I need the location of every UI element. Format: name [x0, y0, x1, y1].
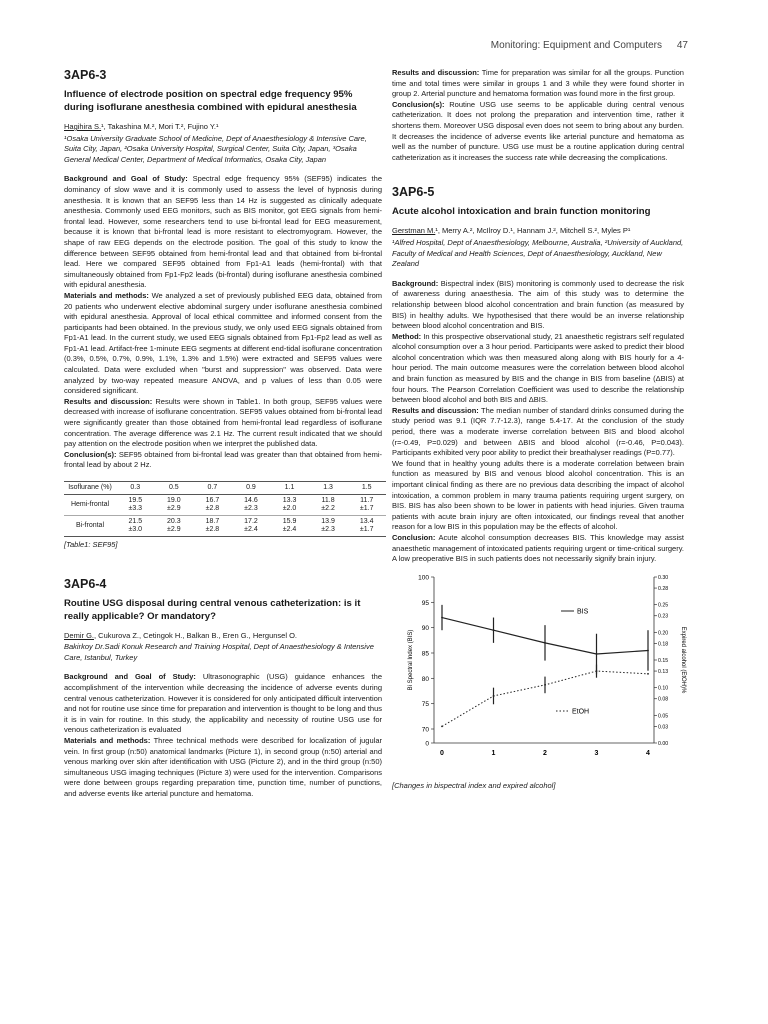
- abstract-title: Influence of electrode position on spectral edge frequency 95% during isoflurane anesthesia combined with epidural anesthesia: [64, 89, 357, 113]
- table-caption: [Table1: SEF95]: [64, 540, 118, 549]
- data-point: [544, 642, 546, 644]
- abstract-id: 3AP6-4: [64, 576, 107, 591]
- results-paragraph: Results and discussion: Time for preparation was similar for all the groups. Punction time and total times were similar in groups 1 and 3 while they were found shorter in group 2. Arterial puncture and hematoma formation was found more in the first group.: [392, 68, 684, 99]
- authors: [64, 122, 382, 133]
- y2-tick-label: 0.28: [658, 585, 669, 592]
- abstract-id: 3AP6-3: [64, 68, 107, 82]
- y2-tick-label: 0.10: [658, 685, 669, 692]
- table-cell: 19.5 ±3.3: [128, 497, 143, 512]
- table-cell: 17.2 ±2.4: [244, 518, 258, 533]
- abstract-title: Acute alcohol intoxication and brain function monitoring: [392, 206, 651, 218]
- y-tick-label: 70: [421, 726, 429, 734]
- row-label: Hemi-frontal: [70, 501, 110, 508]
- left-column: [64, 68, 382, 800]
- presenter: Hagihira S.: [64, 122, 102, 131]
- y2-tick-label: 0.25: [658, 602, 669, 609]
- table-header-cell: 0.7: [207, 484, 218, 491]
- authors-rest: ¹, Takashina M.², Mori T.², Fujino Y.¹: [101, 122, 219, 131]
- results-paragraph: Results and discussion: Results were shown in Table1. In both group, SEF95 values were decreased with increase of isoflurane concentration. SEF95 values obtained from bi-frontal lead were significantly greater than those obtained from hemi-frontal lead regardless of isoflurane concentration. The average difference was 2.1 Hz. The current result indicated that we should pay attention on the electrode position when we interpret the published data.: [64, 396, 383, 449]
- table-cell: 13.9 ±2.3: [321, 518, 335, 533]
- y2-tick-label: 0.15: [658, 657, 669, 664]
- table-header-label: Isoflurane (%): [68, 484, 112, 491]
- abstract-3ap6-4: [64, 577, 382, 800]
- background-paragraph: Background and Goal of Study: Spectral edge frequency 95% (SEF95) indicates the dominancy of slow wave and it is commonly used to assess the level of hypnosis during anesthesia. It is known that an SEF95 less than 14 Hz is suggested as clinically adequate anesthesia. Commonly used EEG monitors, such as BIS monitor, got EEG signals from hemi-frontal lead. However, some researchers tend to use bi-frontal lead for EEG measurement, because it is known that bi-frontal lead is more resistant to electromyogram. However, the shape of raw EEG depends on the electrode position. The goal of this study to know the difference between SEF95 obtained from hemi-frontal lead and that obtained from bi-frontal lead. Here we compared SEF95 obtained from Fp1-A1 leads (hemi-frontal) with that simultaneously obtained from Fp1-Fp2 leads (bi-frontal) during isoflurane anesthesia combined with epidural anesthesia.: [64, 174, 382, 290]
- x-tick-label: 0: [440, 749, 444, 757]
- table-header-cell: 0.5: [168, 484, 179, 491]
- y2-axis-label: Expired alcohol (EtOH)%: [680, 626, 686, 694]
- y-tick-label: 80: [421, 675, 429, 683]
- y-tick-label: 100: [418, 574, 429, 582]
- y-tick-label: 75: [421, 700, 429, 708]
- row-label: Bi-frontal: [75, 522, 104, 529]
- authors: [64, 631, 382, 642]
- table-cell: 14.6 ±2.3: [244, 497, 258, 512]
- x-tick-label: 2: [543, 749, 547, 757]
- data-point: [596, 653, 598, 655]
- bis-etoh-chart: [392, 571, 684, 781]
- x-tick-label: 1: [491, 749, 496, 757]
- background-paragraph: Background and Goal of Study: Ultrasonographic (USG) guidance enhances the accomplishment of the intervention while decreasing the incidence of adverse events during central venous catheterization. However it is considered for only anticipated difficult intervention and not for routine use since time for preparation and intervention is thought to be long and thus it is in vain for routine. In this study, the applicability and necessity of routine USG use for venous catheterization is evaluated: [64, 672, 382, 735]
- table-cell: 13.3 ±2.0: [282, 497, 297, 512]
- table-cell: 19.0 ±2.9: [167, 497, 181, 512]
- abstract-3ap6-4-continued: [392, 68, 684, 163]
- data-point: [544, 684, 546, 686]
- table-cell: 11.8 ±2.2: [321, 497, 335, 512]
- legend-label: EtOH: [572, 708, 590, 716]
- x-tick-label: 4: [646, 749, 650, 757]
- conclusion-paragraph: Conclusion(s): Routine USG use seems to be applicable during central venous catheterization. It does not prolong the preparation and intervention time, rather it shortens them. Moreover USG disposal even does not seem to bring about any burden. It decreases the incidence of adverse events like arterial puncture and hematoma as well as the number of puncture. USG use must be a routine application during central catheterization as it increases the success rate while decreasing the complications.: [392, 99, 684, 162]
- data-point: [441, 725, 443, 727]
- y2-tick-label: 0.08: [658, 696, 669, 703]
- y2-tick-label: 0.18: [658, 641, 669, 648]
- y-tick-label: 90: [421, 624, 429, 632]
- abstract-3ap6-3: [64, 68, 382, 551]
- table-cell: 15.9 ±2.4: [282, 518, 297, 533]
- authors-rest: , Cukurova Z., Cetingok H., Balkan B., Eren G., Hergunsel O.: [94, 630, 298, 640]
- table-cell: 11.7 ±1.7: [359, 497, 374, 512]
- y-tick-label: 0: [425, 740, 429, 748]
- data-point: [493, 695, 495, 697]
- authors: [392, 226, 684, 237]
- conclusion-paragraph: Conclusion(s): SEF95 obtained from bi-frontal lead was greater than that obtained from hemi-frontal lead by about 2 Hz.: [64, 449, 382, 470]
- data-point: [647, 673, 649, 675]
- y-axis-label: Bi Spectral Index (BIS): [408, 629, 414, 691]
- table-cell: 18.7 ±2.8: [205, 518, 220, 533]
- data-point: [441, 616, 443, 618]
- y2-tick-label: 0.30: [658, 574, 669, 581]
- table-row: [64, 495, 386, 516]
- page-number: 47: [676, 40, 688, 51]
- abstract-3ap6-5: [392, 185, 684, 791]
- background-paragraph: Background: Bispectral index (BIS) monitoring is commonly used to decrease the risk of awareness during anaesthesia. The aim of this study was to determine the relationship between blood alcohol concentration and brain function (as measured by BIS) in healthy adults. We hypothesised that there would be an inverse relationship between blood alcohol concentration and BIS.: [392, 278, 684, 331]
- results-paragraph: Results and discussion: The median number of standard drinks consumed during the study period was 9.1 (IQR 7.7-12.3), range 5.4-17. At the conclusion of the study period, there was a moderate inverse correlation between BIS and blood alcohol (r=-0.49, P=0.029) and between ΔBIS and blood alcohol (r=-0.46, P=0.043). Participants exhibited very poor ability to predict their breathalyser readings (P=0.77).: [392, 405, 684, 458]
- table-row: [64, 516, 386, 537]
- y2-tick-label: 0.20: [658, 630, 669, 637]
- running-header: Monitoring: Equipment and Computers: [490, 40, 662, 51]
- affiliations: Bakirkoy Dr.Sadi Konuk Research and Training Hospital, Dept of Anaesthesiology & Intensive Care, Istanbul, Turkey: [64, 642, 374, 662]
- table-header-cell: 0.9: [246, 484, 256, 491]
- table-cell: 16.7 ±2.8: [205, 497, 220, 512]
- legend-label: BIS: [577, 608, 589, 616]
- table-header-cell: 1.3: [323, 484, 333, 491]
- table-cell: 13.4 ±1.7: [359, 518, 374, 533]
- sef95-table: [64, 481, 386, 537]
- page-header: [60, 40, 688, 54]
- chart-svg: [392, 571, 684, 781]
- table-cell: 21.5 ±3.0: [128, 518, 143, 533]
- right-column: [392, 68, 684, 791]
- table-header-row: [64, 482, 386, 495]
- table-cell: 20.3 ±2.9: [167, 518, 181, 533]
- x-tick-label: 3: [594, 749, 599, 757]
- affiliations: ¹Osaka University Graduate School of Medicine, Dept of Anaesthesiology & Intensive Care, Suita City, Japan, ²Osaka University Hospital, Surgical Center, Suita City, Japan, ³Osaka General Medical Center, Department of Medical Informatics, Osaka City, Japan: [64, 133, 367, 164]
- data-point: [596, 670, 598, 672]
- abstract-title: Routine USG disposal during central venous catheterization: is it really applicable? Or mandatory?: [64, 597, 361, 622]
- y2-tick-label: 0.03: [658, 724, 669, 731]
- conclusion-paragraph: Conclusion: Acute alcohol consumption decreases BIS. This knowledge may assist anaesthetic management of intoxicated patients requiring urgent or time-critical surgery. A low preoperative BIS in such patients does not necessarily signify brain injury.: [392, 532, 684, 564]
- table-header-cell: 0.3: [130, 484, 141, 491]
- affiliations: ¹Alfred Hospital, Dept of Anaesthesiology, Melbourne, Australia, ²University of Auckland, Faculty of Medical and Health Sciences, Dept of Anaesthesiology, Auckland, New Zealand: [392, 237, 684, 269]
- methods-paragraph: Materials and methods: Three technical methods were described for localization of jugular vein. In first group (n:50) anatomical landmarks (Picture 1), in second group (n:50) arterial and venous marking over skin after identification with USG (Picture 2), and in the third group (n:50) simultaneous USG imaging techniques (Picture 3) were used for the intervention. Comparisons were done between groups regarding preparation time, punction time, number of punctions, and adverse events like arterial puncture and hematoma.: [64, 735, 382, 798]
- y2-tick-label: 0.13: [658, 668, 669, 675]
- y2-tick-label: 0.00: [658, 740, 669, 747]
- abstract-id: 3AP6-5: [392, 185, 435, 200]
- data-point: [493, 629, 495, 631]
- results-paragraph-2: We found that in healthy young adults there is a moderate correlation between brain function as measured by BIS and venous blood alcohol concentration. This is an important clinical finding as there are no previous data describing the impact of alcohol intoxication, a common problem in many trauma patients requiring urgent surgery, on BIS. BIS has also been shown to be lower in patients with head injuries. Given trauma patients with acute brain injury are often intoxicated, our findings reveal that another reason for a low BIS in this population may be the effects of alcohol.: [392, 458, 684, 532]
- chart-caption: [Changes in bispectral index and expired alcohol]: [392, 780, 556, 790]
- y-tick-label: 95: [421, 599, 429, 607]
- table-header-cell: 1.5: [361, 484, 372, 491]
- authors-rest: ¹, Merry A.², McIlroy D.¹, Hannam J.², Mitchell S.², Myles P¹: [435, 226, 631, 236]
- y2-tick-label: 0.23: [658, 613, 669, 620]
- methods-paragraph: Materials and methods: We analyzed a set of previously published EEG data, obtained from 20 patients who underwent elective abdominal surgery under isoflurane anesthesia combined with epidural anesthesia. Approval of local ethical committee and informed consent from the participants had been obtained. In the previous study, we only used EEG signals obtained from Fp1-A1 lead. In the current study, we used EEG signals obtained from Fp1-Fp2 lead as well as Fp1-A1 lead. Artifact-free 1-minute EEG segments at different end-tidal isoflurane concentration (0.3%, 0.5%, 0.7%, 0.9%, 1.1%, 1.3% and 1.5%) were extracted and SEF95 values were calculated. Data were excluded when "burst and suppression" was observed. Data were analyzed by two-way repeated measure ANOVA, and p values of less than 0.05 were considered significant.: [64, 290, 382, 396]
- presenter: Demir G.: [64, 630, 94, 640]
- y2-tick-label: 0.05: [658, 713, 669, 720]
- data-point: [647, 649, 649, 651]
- methods-paragraph: Method: In this prospective observational study, 21 anaesthetic registrars self regulated alcohol consumption over a 3 hour period. Participants were asked to predict their blood alcohol concentration which was then measured along along with BIS hourly for a 4-hour period. The main outcome measures were the correlation between blood alcohol and brain function as measured by BIS and the change in BIS from baseline (ΔBIS) at four hours. The Pearson Correlation Coefficient was used to describe the relationship between blood alcohol and both BIS and ΔBIS.: [392, 331, 684, 405]
- y-tick-label: 85: [421, 650, 429, 658]
- presenter: Gerstman M.: [392, 226, 436, 236]
- table-header-cell: 1.1: [284, 484, 295, 491]
